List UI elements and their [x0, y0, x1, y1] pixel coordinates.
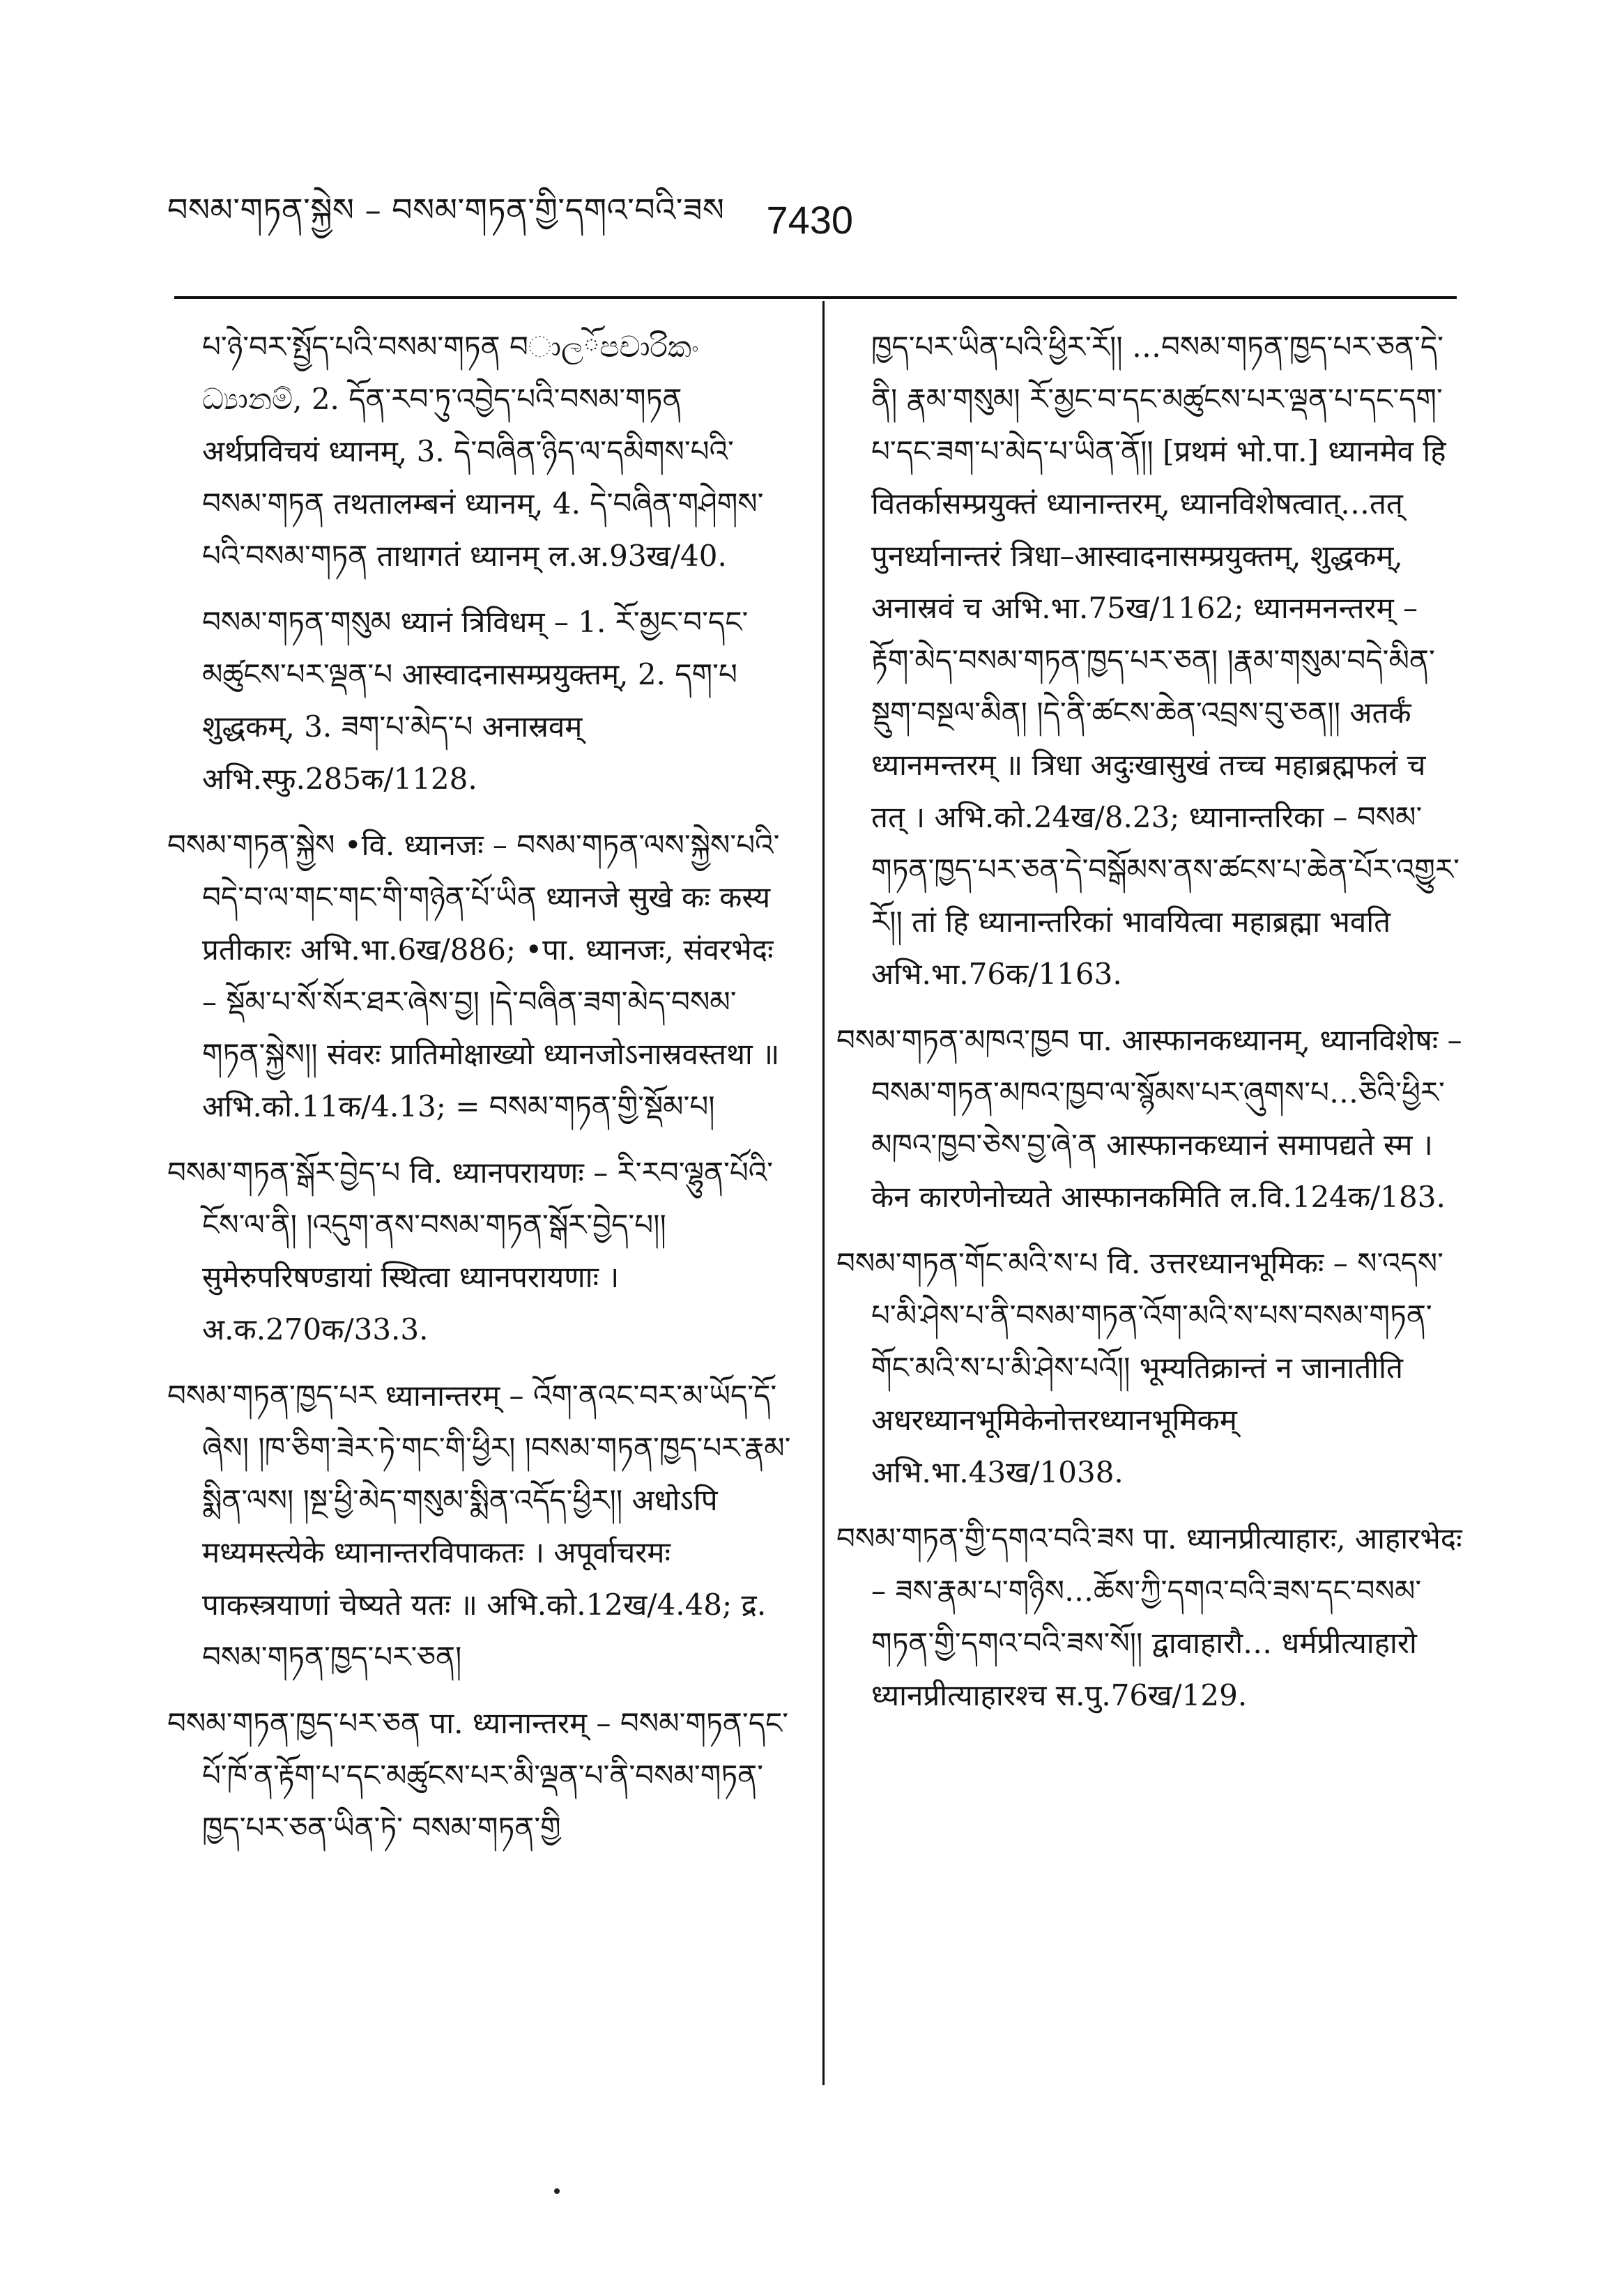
dictionary-entry — [836, 1237, 1464, 1498]
dictionary-entry — [836, 1512, 1464, 1721]
right-column — [836, 321, 1464, 1735]
dictionary-entry — [167, 1369, 795, 1683]
dictionary-entry — [167, 321, 795, 582]
running-header — [167, 188, 1554, 251]
entry-text: པ་ཉེ་བར་སྤྱོད་པའི་བསམ་གཏན བාලོපචාරිකං ධ්‍යානම්, 2. དོན་རབ་ཏུ་འབྱེད་པའི་བསམ་གཏན अर्थप्रविचयं ध्यानम्, 3. དེ་བཞིན་ཉིད་ལ་དམིགས་པའི་བསམ་གཏན तथतालम्बनं ध्यानम्, 4. དེ་བཞིན་གཤེགས་པའི་བསམ་གཏན ताथागतं ध्यानम् ल.अ.93ख/40. — [202, 330, 764, 573]
entry-text: བསམ་གཏན་གསུམ ध्यानं त्रिविधम् – 1. རོ་མྱང་བ་དང་མཚུངས་པར་ལྡན་པ आस्वादनासम्प्रयुक्तम्, 2. དག་པ शुद्धकम्, 3. ཟག་པ་མེད་པ अनास्रवम् अभि.स्फु.285क/1128. — [202, 605, 749, 796]
ink-dot — [554, 2188, 560, 2194]
page-number: 7430 — [766, 197, 854, 242]
left-column — [167, 321, 795, 1868]
dictionary-entry — [167, 1146, 795, 1356]
dictionary-entry — [167, 1697, 795, 1854]
dictionary-entry — [836, 1014, 1464, 1223]
entry-text: བསམ་གཏན་ཁྱད་པར་ཅན पा. ध्यानान्तरम् – བསམ་གཏན་དང་པོ་ཁོ་ན་རྟོག་པ་དང་མཚུངས་པར་མི་ལྡན་པ་ནི་བསམ་གཏན་ཁྱད་པར་ཅན་ཡིན་ཏེ་ བསམ་གཏན་གྱི — [167, 1706, 789, 1845]
header-title: བསམ་གཏན་སྐྱེས – བསམ་གཏན་གྱི་དགའ་བའི་ཟས — [167, 190, 725, 229]
column-divider — [822, 301, 825, 2085]
header-rule — [174, 296, 1457, 299]
dictionary-entry — [167, 819, 795, 1133]
entry-text: བསམ་གཏན་སྒོར་བྱེད་པ वि. ध्यानपरायणः – རི་རབ་ལྷུན་པོའི་ངོས་ལ་ནི། །འདུག་ནས་བསམ་གཏན་སྒོར་བྱེད་པ།། सुमेरुपरिषण्डायां स्थित्वा ध्यानपरायणाः । अ.क.270क/33.3. — [167, 1155, 774, 1346]
entry-text: ཁྱད་པར་ཡིན་པའི་ཕྱིར་རོ།། …བསམ་གཏན་ཁྱད་པར་ཅན་དེ་ནི། རྣམ་གསུམ། རོ་མྱང་བ་དང་མཚུངས་པར་ལྡན་པ་དང་དག་པ་དང་ཟག་པ་མེད་པ་ཡིན་ནོ།། [प्रथमं भो.पा.] ध्यानमेव हि वितर्कासम्प्रयुक्तं ध्यानान्तरम्, ध्यानविशेषत्वात्…तत् पुनर्ध्यानान्तरं त्रिधा–आस्वादनासम्प्रयुक्तम्, शुद्धकम्, अनास्रवं च अभि.भा.75ख/1162; ध्यानमनन्तरम् – རྟོག་མེད་བསམ་གཏན་ཁྱད་པར་ཅན། །རྣམ་གསུམ་བདེ་མིན་སྡུག་བསྔལ་མིན། །དེ་ནི་ཚངས་ཆེན་འབྲས་བུ་ཅན།། अतर्कं ध्यानमन्तरम् ॥ त्रिधा अदुःखासुखं तच्च महाब्रह्मफलं च तत् । अभि.को.24ख/8.23; ध्यानान्तरिका – བསམ་གཏན་ཁྱད་པར་ཅན་དེ་བསྒོམས་ནས་ཚངས་པ་ཆེན་པོར་འགྱུར་རོ།། तां हि ध्यानान्तरिकां भावयित्वा महाब्रह्मा भवति अभि.भा.76क/1163. — [871, 330, 1460, 991]
entry-text: བསམ་གཏན་གྱི་དགའ་བའི་ཟས पा. ध्यानप्रीत्याहारः, आहारभेदः – ཟས་རྣམ་པ་གཉིས…ཆོས་ཀྱི་དགའ་བའི་ཟས་དང་བསམ་གཏན་གྱི་དགའ་བའི་ཟས་སོ།། द्वावाहारौ… धर्मप्रीत्याहारो ध्यानप्रीत्याहारश्च स.पु.76ख/129. — [836, 1521, 1462, 1712]
entry-text: བསམ་གཏན་ཁྱད་པར ध्यानान्तरम् – འོག་ནའང་བར་མ་ཡོད་དོ་ཞེས། །ཁ་ཅིག་ཟེར་ཏེ་གང་གི་ཕྱིར། །བསམ་གཏན་ཁྱད་པར་རྣམ་སྨིན་ལས། །སྔ་ཕྱི་མེད་གསུམ་སྨིན་འདོད་ཕྱིར།། अधोऽपि मध्यमस्त्येके ध्यानान्तरविपाकतः । अपूर्वाचरमः पाकस्त्रयाणां चेष्यते यतः ॥ अभि.को.12ख/4.48; द्र. བསམ་གཏན་ཁྱད་པར་ཅན། — [167, 1379, 791, 1674]
entry-text: བསམ་གཏན་གོང་མའི་ས་པ वि. उत्तरध्यानभूमिकः – ས་འདས་པ་མི་ཤེས་པ་ནི་བསམ་གཏན་འོག་མའི་ས་པས་བསམ་གཏན་གོང་མའི་ས་པ་མི་ཤེས་པའོ།། भूम्यतिक्रान्तं न जानातीति अधरध्यानभूमिकेनोत्तरध्यानभूमिकम् अभि.भा.43ख/1038. — [836, 1246, 1443, 1489]
entry-text: བསམ་གཏན་སྐྱེས •वि. ध्यानजः – བསམ་གཏན་ལས་སྐྱེས་པའི་བདེ་བ་ལ་གང་གང་གི་གཉེན་པོ་ཡིན ध्यानजे सुखे कः कस्य प्रतीकारः अभि.भा.6ख/886; •पा. ध्यानजः, संवरभेदः – སྡོམ་པ་སོ་སོར་ཐར་ཞེས་བྱ། །དེ་བཞིན་ཟག་མེད་བསམ་གཏན་སྐྱེས།། संवरः प्रातिमोक्षाख्यो ध्यानजोऽनास्रवस्तथा ॥ अभि.को.11क/4.13; = བསམ་གཏན་གྱི་སྡོམ་པ། — [167, 828, 780, 1123]
entry-text: བསམ་གཏན་མཁའ་ཁྱབ पा. आस्फानकध्यानम्, ध्यानविशेषः – བསམ་གཏན་མཁའ་ཁྱབ་ལ་སྙོམས་པར་ཞུགས་པ…ཅིའི་ཕྱིར་མཁའ་ཁྱབ་ཅེས་བྱ་ཞེ་ན आस्फानकध्यानं समापद्यते स्म । केन कारणेनोच्यते आस्फानकमिति ल.वि.124क/183. — [836, 1023, 1462, 1214]
dictionary-entry — [167, 596, 795, 805]
dictionary-entry — [836, 321, 1464, 1000]
